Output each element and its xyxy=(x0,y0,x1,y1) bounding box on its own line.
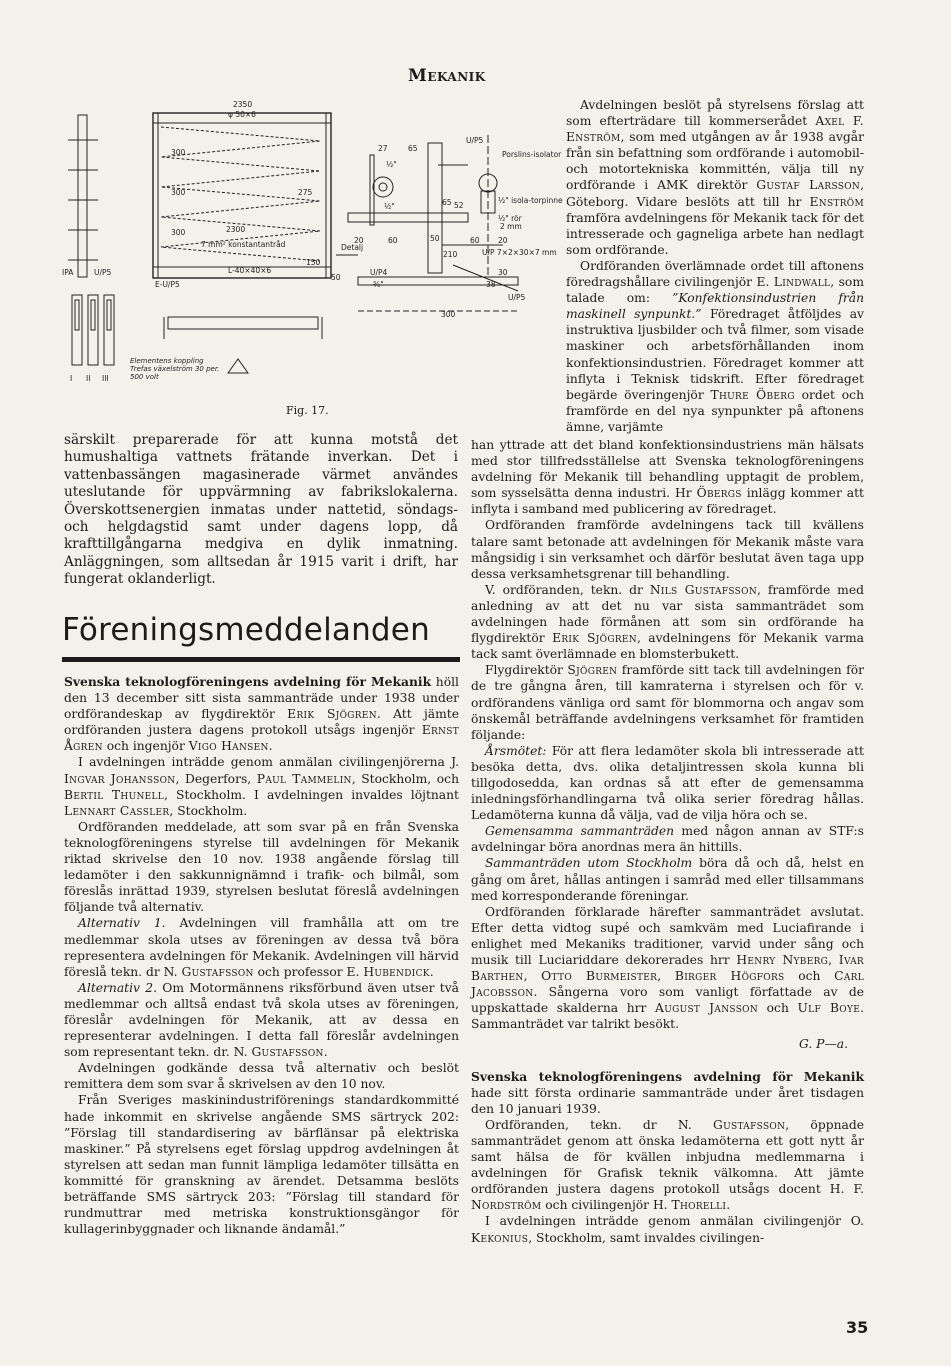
label-20a: 20 xyxy=(354,236,364,245)
person-name: Henry Nyberg xyxy=(736,953,829,967)
section-title: Föreningsmeddelanden xyxy=(62,612,430,648)
text: , Stockholm. I avdelningen invaldes löjtnant xyxy=(164,787,460,802)
person-name: Thure Öberg xyxy=(710,387,795,402)
label-275: 275 xyxy=(298,188,313,197)
label-2350: 2350 xyxy=(233,100,253,109)
text: , Stockholm, och xyxy=(351,771,459,786)
paragraph-r3 xyxy=(471,437,864,517)
delta-symbol xyxy=(228,359,248,373)
label-l-profile: L-40×40×6 xyxy=(228,266,272,275)
label-unp5-d: U/P5 xyxy=(508,293,526,302)
paragraph-2 xyxy=(64,754,459,818)
paragraph-r13 xyxy=(471,1213,864,1245)
label-porslin: Porslins-isolator xyxy=(502,150,562,159)
text: Avdelningen beslöt på styrelsens förslag att som efterträdare till kommerserådet xyxy=(566,98,864,129)
lecture-title: ”Konfektionsindustrien från maskinell synpunkt.” xyxy=(566,291,865,322)
technical-drawing xyxy=(58,95,563,425)
text: I avdelningen inträdde genom anmälan civilingenjörerna J. xyxy=(78,755,459,770)
text: Flygdirektör xyxy=(485,663,568,678)
text: För att flera ledamöter skola bli intresserade att besöka detta, dvs. olika detaljintressen skola kunna bli tillgodosedda, kan ordnas så att efter de gemensamma inledningsförhandlingarna två olika serier föredrag hållas. Ledamöterna kunna då välja, vad de vilja höra och se. xyxy=(471,743,864,823)
left-column xyxy=(64,674,459,1237)
report-heading: Svenska teknologföreningens avdelning för Mekanik xyxy=(471,1068,864,1084)
label-detalj: Detalj xyxy=(341,243,364,252)
paragraph-r11 xyxy=(471,1069,864,1117)
person-name: Nordström xyxy=(471,1198,542,1213)
figure-17 xyxy=(58,95,563,425)
text: , som med utgången av år 1938 avgår från sin befattning som ordförande i automobil- och motortekniska kommittén, välja till ny ordförande i AMK direktör xyxy=(566,130,864,193)
person-name: Gustaf Larsson xyxy=(756,178,861,193)
text: V. ordföranden, tekn. dr xyxy=(485,582,650,597)
alternative-label: Alternativ 1. xyxy=(78,916,166,931)
person-name: Axel F. Enström xyxy=(566,114,865,145)
text: . xyxy=(268,739,273,754)
report-heading: Svenska teknologföreningens avdelning för Mekanik xyxy=(64,674,432,689)
text: , framförde med anledning av att det nu var sista sammanträdet som avdelningen hade förmånen att som sin ordförande ha flygdirektör xyxy=(471,582,864,646)
label-unp-spec: U/P 7×2×30×7 mm xyxy=(482,248,557,257)
text: ordet och framförde en del nya synpunkter på aftonens ämne, varjämte xyxy=(566,387,864,434)
text: Avdelningen vill framhålla att om tre medlemmar skola utses av föreningen av dessa två böra representera avdelningen för Mekanik. Avdelningen vill härvid föreslå tekn. dr N. xyxy=(64,916,459,979)
label-300c: 300 xyxy=(171,228,186,237)
text: böra då och då, helst en gång om året, hållas antingen i samråd med eller tillsammans med korresponderande föreningar. xyxy=(471,856,864,903)
label-27: 27 xyxy=(378,144,388,153)
label-60a: 60 xyxy=(388,236,398,245)
person-name: Ivar Barthen xyxy=(471,953,865,984)
person-name: Enström xyxy=(809,194,864,209)
text: . Sammanträdet var talrikt besökt. xyxy=(471,1001,864,1032)
text: med någon annan av STF:s avdelningar böra anordnas mera än hittills. xyxy=(471,824,864,855)
page-number: 35 xyxy=(846,1318,869,1337)
text: Ordföranden förklarade härefter sammanträdet avslutat. Efter detta vidtog supé och samkväm med Luciafirande i enlighet med Mekaniks traditioner, varvid under sång och musik till Luciariddare dekorerades hrr xyxy=(471,904,864,967)
person-name: Sjögren xyxy=(567,663,618,678)
person-name: Lindwall xyxy=(773,275,831,290)
text: Föredraget åtföljdes av instruktiva ljusbilder och två filmer, som visade maskiner och arbetsförhållanden inom konfektionsindustrien. Föredraget kommer att inflyta i Teknisk tidskrift. Efter föredraget begärde överingenjör xyxy=(566,307,864,402)
label-ii: II xyxy=(86,374,91,383)
label-38: 38 xyxy=(486,280,496,289)
text: , xyxy=(523,969,542,984)
alternative-label: Alternativ 2. xyxy=(78,980,157,995)
label-60b: 60 xyxy=(470,236,480,245)
italic-label: Gemensamma sammanträden xyxy=(485,824,675,839)
person-name: Gustafsson xyxy=(181,964,254,979)
text: , avdelningens för Mekanik varma tack samt överlämnade en blomsterbukett. xyxy=(471,631,864,662)
paragraph-r4: Ordföranden framförde avdelningens tack till kvällens talare samt betonade att avdelningen för Mekanik måste vara mångsidig i sin verksamhet och därför beslutat även taga upp dessa verksamhetsgrenar till behandling. xyxy=(471,518,864,581)
right-column xyxy=(471,437,864,1246)
person-name: Carl Jacobsson xyxy=(471,969,864,1000)
text: , xyxy=(657,969,675,984)
label-65b: 65 xyxy=(442,198,452,207)
label-isola: ½" isola-torpinne xyxy=(498,196,563,205)
text: han yttrade att det bland konfektionsindustriens män hälsats med stor tillfredsställelse att Svenska teknologföreningens avdelning för Mekanik till behandling upptagit de problem, som sysselsätta denna industri. Hr xyxy=(471,438,864,501)
italic-label: Sammanträden utom Stockholm xyxy=(485,856,693,871)
text: I avdelningen inträdde genom anmälan civilingenjör O. xyxy=(485,1214,864,1229)
paragraph-r12 xyxy=(471,1117,864,1214)
label-unp5-a: E-U/P5 xyxy=(155,280,180,289)
text: framförde sitt tack till avdelningen för de tre gångna åren, till kamraterna i styrelsen och för v. ordförandens vänliga ord samt för blommorna och angav som önskemål beträffande avdelningens verksamhet för framtiden följande: xyxy=(471,663,865,742)
text: Ordföranden, tekn. dr N. xyxy=(485,1117,714,1132)
text: , Göteborg. Vidare beslöts att till hr xyxy=(566,178,864,209)
person-name: Hubendick xyxy=(363,964,430,979)
figure-caption: Fig. 17. xyxy=(286,404,329,417)
text: , xyxy=(828,953,839,967)
label-20b: 20 xyxy=(498,236,508,245)
text: . xyxy=(726,1198,731,1213)
person-name: Ingvar Johansson xyxy=(64,771,176,786)
label-iii: III xyxy=(102,374,109,383)
label-i: I xyxy=(70,374,73,383)
label-unp5-c: U/P5 xyxy=(466,136,484,145)
paragraph-5 xyxy=(64,980,459,1060)
label-elementens-koppling: Elementens koppling Trefas växelström 30 per. 500 volt xyxy=(130,357,220,381)
label-300: 300 xyxy=(441,310,456,319)
paragraph-r1 xyxy=(566,97,864,258)
paragraph-r5 xyxy=(471,582,864,662)
label-30: 30 xyxy=(498,268,508,277)
text: . xyxy=(429,964,434,979)
paragraph-1 xyxy=(64,674,459,754)
text: , öppnade sammanträdet genom att önska ledamöterna ett gott nytt år samt hälsa de för kvällen inbjudna medlemmarna i avdelningen för Grafisk teknik välkomna. Att jämte ordföranden justera dagens protokoll utsågs docent H. F. xyxy=(471,1117,864,1197)
person-name: Vigo Hansen xyxy=(188,739,269,754)
paragraph-7: Från Sveriges maskinindustriförenings standardkommitté hade inkommit en skrivelse angående SMS särtryck 202: ”Förslag till standardisering av bärflänsar på elektriska maskiner.” På styrelsens eget förslag uppdrog avdelningen åt styrelsen att sedan man funnit lämpliga ledamöter tillsätta en kommitté för granskning av ärendet. Detsamma beslöts beträffande SMS särtryck 203: ”Förslag till standard för rundmuttrar med metriska konstruktionsgängor för kullagerinbyggnader och liknande ändamål.” xyxy=(64,1093,459,1237)
label-50x6: φ 50×6 xyxy=(228,110,256,119)
person-name: Ulf Boye xyxy=(797,1001,861,1016)
text: , Stockholm, samt invaldes civilingen- xyxy=(528,1230,765,1245)
label-unp5-b: U/P5 xyxy=(94,268,112,277)
paragraph-r2 xyxy=(566,258,864,435)
label-65a: 65 xyxy=(408,144,418,153)
label-ipa: IPA xyxy=(62,268,74,277)
text: och ingenjör xyxy=(102,739,189,754)
paragraph-4 xyxy=(64,915,459,979)
text: höll den 13 december sitt sista sammanträde under 1938 under ordförandeskap av flygdirektör xyxy=(64,675,459,722)
paragraph-r6 xyxy=(471,662,864,742)
label-mm2: 2 mm xyxy=(500,222,522,231)
label-rorlbl: ½" rör xyxy=(498,214,522,223)
bar-shape xyxy=(168,317,318,329)
text: Ordföranden överlämnade ordet till aftonens föredragshållare civilingenjör E. xyxy=(566,258,864,290)
label-210: 210 xyxy=(443,250,458,259)
person-name: Erik Sjögren xyxy=(287,707,377,722)
label-50: 50 xyxy=(331,273,341,282)
text: och professor E. xyxy=(253,964,364,979)
text: , som talade om: xyxy=(566,275,864,306)
text: och civilingenjör H. xyxy=(541,1198,672,1213)
label-konstantan: 7 mm² konstantantråd xyxy=(201,240,286,249)
text: . Sångerna voro som vanligt författade av de uppskattade skalderna hrr xyxy=(471,985,864,1016)
label-three-eighths: ⅜" xyxy=(373,280,384,289)
text: , Stockholm. xyxy=(169,803,248,818)
label-52: 52 xyxy=(454,201,464,210)
label-unp4: U/P4 xyxy=(370,268,388,277)
label-150: 150 xyxy=(306,258,321,267)
person-name: Otto Burmeister xyxy=(541,969,658,984)
person-name: Gustafsson xyxy=(713,1117,786,1132)
text: och xyxy=(784,969,835,984)
person-name: Erik Sjögren xyxy=(552,631,637,646)
left-top-column xyxy=(64,432,458,589)
person-name: Ernst Ågren xyxy=(64,723,459,754)
person-name: August Jansson xyxy=(655,1001,759,1016)
paragraph-r8 xyxy=(471,823,864,855)
person-name: Birger Högfors xyxy=(674,969,785,984)
person-name: Gustafsson xyxy=(251,1045,324,1060)
post-shape xyxy=(78,115,87,277)
person-name: Nils Gustafsson xyxy=(649,582,757,597)
text: . Att jämte ordföranden justera dagens protokoll utsågs ingenjör xyxy=(64,707,459,738)
text: Om Motormännens riksförbund även utser två medlemmar och alltså endast två skola utses av föreningen, föreslår avdelningen för Mekanik, att av dessa en representerar avdelningen. I detta fall föreslår avdelningen som representant tekn. dr. N. xyxy=(64,980,459,1060)
person-name: Thorelli xyxy=(671,1198,727,1213)
paragraph-r9 xyxy=(471,855,864,903)
text: inlägg kommer att inflyta i samband med publicering av föredraget. xyxy=(471,486,864,517)
label-half-inch-a: ½" xyxy=(386,160,397,169)
person-name: Bertil Thunell xyxy=(64,787,165,802)
paragraph-r10 xyxy=(471,904,864,1033)
continuation-paragraph: särskilt preparerade för att kunna motstå det humushaltiga vattnets frätande inverkan. Det i vattenbassängen magasinerade värmet användes uteslutande för uppvärmning av fabrikslokalerna. Överskottsenergien inmatas under nattetid, söndags- och helgdagstid samt under dagens lopp, då krafttillgångarna medgiva en dylik inmatning. Anläggningen, som alltsedan år 1915 varit i drift, har fungerat oklanderligt. xyxy=(64,432,458,588)
person-name: Paul Tammelin xyxy=(256,771,352,786)
label-50x: 50 xyxy=(430,234,440,243)
title-rule xyxy=(62,657,460,662)
label-2300: 2300 xyxy=(226,225,246,234)
running-header: Mekanik xyxy=(408,66,486,86)
paragraph-3: Ordföranden meddelade, att som svar på en från Svenska teknologföreningens styrelse till avdelningen för Mekanik riktad skrivelse den 10 nov. 1938 angående förslag till ledamöter i den sakkunnignämnd i trafik- och bilmål, som föreslås inrättad 1939, styrelsen beslutat föreslå avdelningen följande två alternativ. xyxy=(64,819,459,915)
italic-label: Årsmötet: xyxy=(485,743,547,758)
person-name: Kekonius xyxy=(471,1230,529,1245)
text: framföra avdelningens för Mekanik tack för det intresserade och gagneliga arbete han nedlagt som ordförande. xyxy=(566,210,864,257)
label-half-inch-b: ½" xyxy=(384,202,395,211)
paragraph-r7 xyxy=(471,743,864,823)
label-300b: 300 xyxy=(171,188,186,197)
person-name: Lennart Cassler xyxy=(64,803,170,818)
right-top-column xyxy=(566,97,864,435)
signature: G. P—a. xyxy=(798,1037,848,1052)
label-300a: 300 xyxy=(171,148,186,157)
text: hade sitt första ordinarie sammanträde under året tisdagen den 10 januari 1939. xyxy=(471,1085,864,1116)
text: , Degerfors, xyxy=(175,771,257,786)
text: . xyxy=(323,1045,328,1060)
paragraph-6: Avdelningen godkände dessa två alternativ och beslöt remittera dem som svar å skrivelsen av den 10 nov. xyxy=(64,1061,459,1092)
text: och xyxy=(758,1001,798,1016)
person-name: Öbergs xyxy=(696,486,742,501)
